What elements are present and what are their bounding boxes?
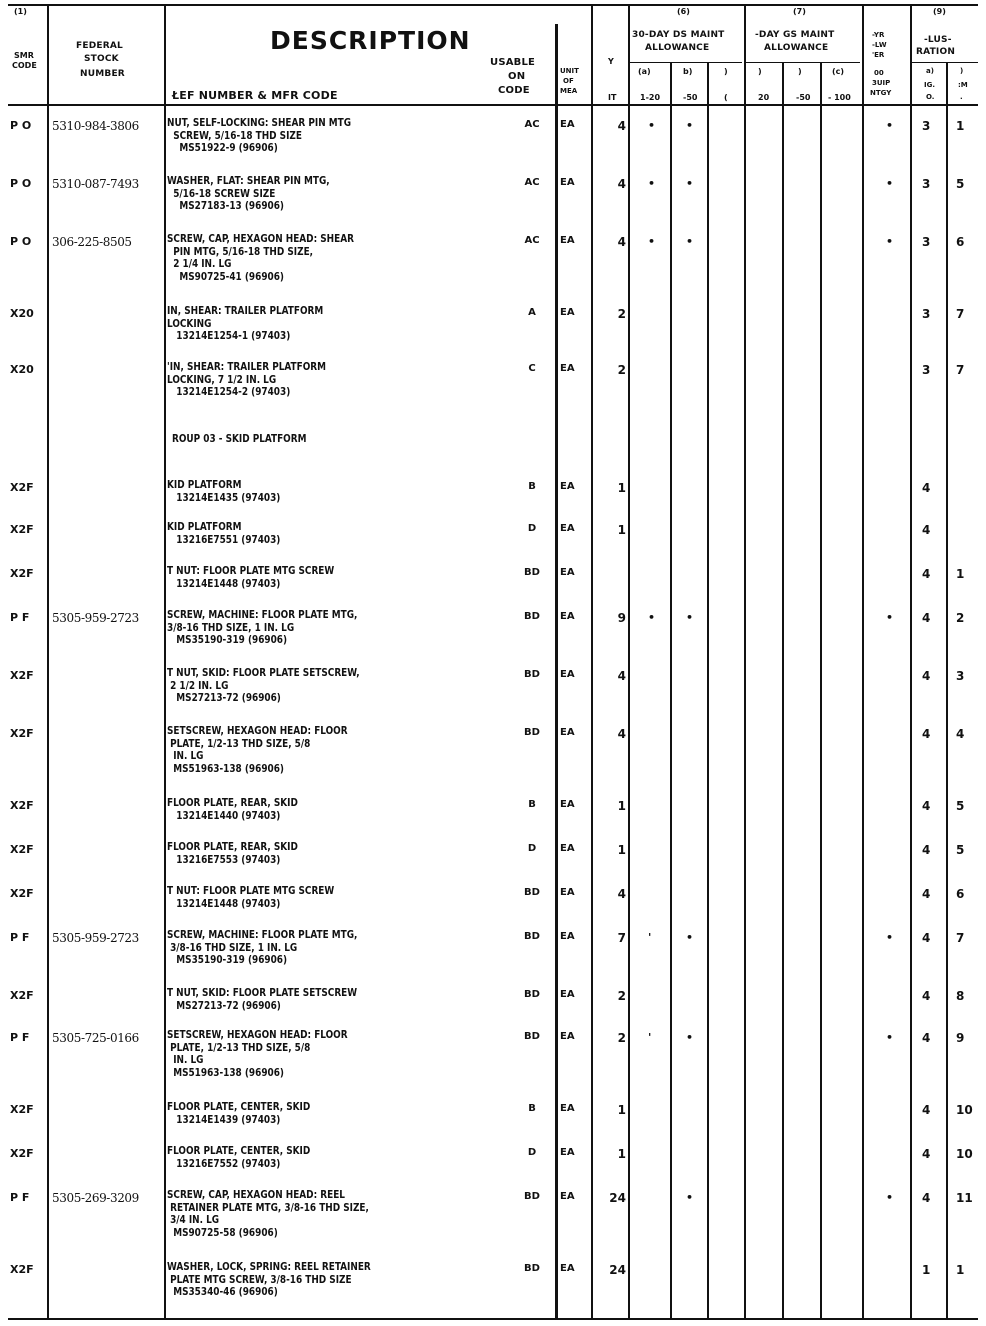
col7-sub-b: ) — [798, 67, 802, 76]
row-unit: EA — [560, 989, 575, 1000]
row-fig: 4 — [922, 523, 931, 537]
row-yr: • — [886, 931, 894, 944]
row-desc: SCREW, MACHINE: FLOOR PLATE MTG, 3/8-16 THD SIZE, 1 IN. LG MS35190-319 (96906) — [167, 928, 358, 966]
row-desc: T NUT, SKID: FLOOR PLATE SETSCREW, 2 1/2 IN. LG MS27213-72 (96906) — [167, 666, 360, 704]
row-yr: • — [886, 1191, 894, 1204]
row-fig: 4 — [922, 799, 931, 813]
col6-sub-b: b) — [683, 67, 693, 76]
col8-label-line2: -LW — [872, 41, 887, 49]
row-fig: 4 — [922, 1147, 931, 1161]
qty-label-bottom: IT — [608, 93, 617, 102]
row-qty: 4 — [617, 669, 626, 683]
row-ds-b: • — [686, 1031, 694, 1044]
unit-label-line1: UNIT — [560, 67, 579, 75]
row-ds-a: • — [648, 235, 656, 248]
row-smr: X2F — [10, 727, 34, 740]
row-usable: BD — [524, 1191, 540, 1202]
row-usable: D — [527, 1147, 537, 1158]
row-unit: EA — [560, 523, 575, 534]
row-smr: X2F — [10, 523, 34, 536]
col1-number: (1) — [14, 7, 27, 16]
row-qty: 2 — [617, 307, 626, 321]
col9-fig-label: IG. — [924, 81, 936, 89]
row-qty: 4 — [617, 119, 626, 133]
row-smr: X20 — [10, 363, 34, 376]
row-smr: X2F — [10, 887, 34, 900]
row-smr: X2F — [10, 989, 34, 1002]
row-smr: X2F — [10, 567, 34, 580]
row-item: 1 — [956, 567, 965, 581]
row-unit: EA — [560, 119, 575, 130]
col7-range-a: 20 — [758, 93, 770, 102]
row-item: 10 — [956, 1147, 973, 1161]
row-usable: BD — [524, 989, 540, 1000]
row-fsn: 5305-959-2723 — [52, 931, 139, 945]
col7-sub-a: ) — [758, 67, 762, 76]
row-fig: 3 — [922, 307, 931, 321]
page-title: DESCRIPTION — [270, 26, 471, 55]
row-qty: 7 — [617, 931, 626, 945]
row-qty: 24 — [609, 1191, 626, 1205]
row-item: 7 — [956, 307, 965, 321]
row-smr: X2F — [10, 1263, 34, 1276]
row-fig: 4 — [922, 611, 931, 625]
row-desc: T NUT, SKID: FLOOR PLATE SETSCREW MS27213-72 (96906) — [167, 986, 358, 1012]
ref-number-label: ŁEF NUMBER & MFR CODE — [172, 89, 338, 102]
row-usable: B — [528, 1103, 536, 1114]
col8-label-line5: 3UIP — [872, 79, 891, 87]
row-qty: 2 — [617, 363, 626, 377]
row-ds-b: • — [686, 119, 694, 132]
row-smr: P F — [10, 611, 30, 624]
row-desc: SCREW, MACHINE: FLOOR PLATE MTG, 3/8-16 THD SIZE, 1 IN. LG MS35190-319 (96906) — [167, 608, 358, 646]
row-item: 2 — [956, 611, 965, 625]
row-item: 5 — [956, 177, 965, 191]
row-ds-b: • — [686, 1191, 694, 1204]
row-ds-b: • — [686, 611, 694, 624]
col-divider-fsn — [164, 4, 166, 1318]
col9-sub-a: a) — [926, 67, 934, 75]
row-unit: EA — [560, 567, 575, 578]
row-item: 7 — [956, 363, 965, 377]
row-ds-b: • — [686, 931, 694, 944]
bottom-rule — [8, 1318, 978, 1320]
row-qty: 1 — [617, 1147, 626, 1161]
row-desc: SCREW, CAP, HEXAGON HEAD: REEL RETAINER PLATE MTG, 3/8-16 THD SIZE, 3/4 IN. LG MS90725-58 (96906) — [167, 1188, 369, 1239]
row-fig: 4 — [922, 843, 931, 857]
col-divider-6 — [744, 4, 746, 1318]
row-usable: BD — [524, 669, 540, 680]
row-ds-a: • — [648, 177, 656, 190]
row-usable: D — [527, 523, 537, 534]
top-rule — [8, 4, 978, 6]
row-unit: EA — [560, 843, 575, 854]
row-item: 4 — [956, 727, 965, 741]
row-ds-a: ' — [648, 931, 652, 944]
col7-sub-c: (c) — [832, 67, 845, 76]
row-unit: EA — [560, 363, 575, 374]
row-fig: 4 — [922, 1191, 931, 1205]
col6-sub-rule — [630, 62, 742, 63]
row-yr: • — [886, 1031, 894, 1044]
row-unit: EA — [560, 931, 575, 942]
row-fig: 1 — [922, 1263, 931, 1277]
row-desc: 'IN, SHEAR: TRAILER PLATFORM LOCKING, 7 1/2 IN. LG 13214E1254-2 (97403) — [167, 360, 326, 398]
col6-label-line2: ALLOWANCE — [645, 43, 710, 53]
row-desc: ROUP 03 - SKID PLATFORM — [172, 432, 307, 445]
row-smr: X2F — [10, 1103, 34, 1116]
row-desc: KID PLATFORM 13216E7551 (97403) — [167, 520, 281, 546]
row-qty: 1 — [617, 523, 626, 537]
row-fsn: 5305-725-0166 — [52, 1031, 139, 1045]
col8-label-line1: -YR — [872, 31, 885, 39]
row-desc: FLOOR PLATE, REAR, SKID 13214E1440 (97403) — [167, 796, 298, 822]
row-usable: BD — [524, 611, 540, 622]
row-fig: 4 — [922, 1103, 931, 1117]
row-usable: BD — [524, 1263, 540, 1274]
col9-sub-b: ) — [960, 67, 964, 75]
col-divider-9a — [946, 62, 948, 1318]
col7-range-b: -50 — [796, 93, 811, 102]
col9-fig-label2: O. — [926, 93, 935, 101]
unit-label-line3: MEA — [560, 87, 578, 95]
col-divider-unit — [591, 4, 593, 1318]
row-item: 5 — [956, 799, 965, 813]
row-desc: IN, SHEAR: TRAILER PLATFORM LOCKING 13214E1254-1 (97403) — [167, 304, 324, 342]
row-fig: 4 — [922, 481, 931, 495]
row-unit: EA — [560, 1031, 575, 1042]
row-qty: 4 — [617, 727, 626, 741]
col9-number: (9) — [933, 7, 946, 16]
row-desc: T NUT: FLOOR PLATE MTG SCREW 13214E1448 (97403) — [167, 884, 335, 910]
usable-label-line2: ON — [508, 71, 526, 82]
row-qty: 4 — [617, 235, 626, 249]
smr-label-line2: CODE — [12, 61, 37, 70]
col9-item-label2: . — [960, 93, 963, 101]
row-unit: EA — [560, 481, 575, 492]
row-qty: 2 — [617, 1031, 626, 1045]
col8-label-line6: NTGY — [870, 89, 892, 97]
row-desc: FLOOR PLATE, CENTER, SKID 13214E1439 (97403) — [167, 1100, 311, 1126]
row-usable: BD — [524, 567, 540, 578]
row-qty: 4 — [617, 887, 626, 901]
row-fig: 3 — [922, 119, 931, 133]
row-usable: AC — [524, 235, 540, 246]
row-usable: BD — [524, 931, 540, 942]
row-unit: EA — [560, 1263, 575, 1274]
row-yr: • — [886, 235, 894, 248]
row-usable: BD — [524, 727, 540, 738]
row-fig: 4 — [922, 989, 931, 1003]
row-unit: EA — [560, 669, 575, 680]
row-item: 11 — [956, 1191, 973, 1205]
row-fig: 4 — [922, 727, 931, 741]
row-unit: EA — [560, 1103, 575, 1114]
col6-range-a: 1-20 — [640, 93, 661, 102]
row-fig: 4 — [922, 567, 931, 581]
row-smr: X2F — [10, 843, 34, 856]
row-unit: EA — [560, 235, 575, 246]
row-usable: BD — [524, 1031, 540, 1042]
row-smr: X2F — [10, 1147, 34, 1160]
row-fsn: 5305-269-3209 — [52, 1191, 139, 1205]
row-smr: X2F — [10, 481, 34, 494]
col8-label-line3: 'ER — [872, 51, 885, 59]
row-yr: • — [886, 177, 894, 190]
col6-sub-a: (a) — [638, 67, 651, 76]
row-desc: SETSCREW, HEXAGON HEAD: FLOOR PLATE, 1/2-13 THD SIZE, 5/8 IN. LG MS51963-138 (96906) — [167, 724, 348, 775]
row-ds-b: • — [686, 235, 694, 248]
col7-label-line2: ALLOWANCE — [764, 43, 829, 53]
row-fsn: 5310-087-7493 — [52, 177, 139, 191]
row-item: 7 — [956, 931, 965, 945]
row-qty: 9 — [617, 611, 626, 625]
col-divider-usable — [555, 24, 558, 1318]
col6-number: (6) — [677, 7, 690, 16]
col8-label-line4: 00 — [874, 69, 884, 77]
row-item: 9 — [956, 1031, 965, 1045]
col6-label-line1: 30-DAY DS MAINT — [632, 30, 725, 40]
row-desc: WASHER, FLAT: SHEAR PIN MTG, 5/16-18 SCREW SIZE MS27183-13 (96906) — [167, 174, 330, 212]
row-fsn: 5305-959-2723 — [52, 611, 139, 625]
col6-range-b: -50 — [683, 93, 698, 102]
row-qty: 1 — [617, 481, 626, 495]
fsn-label-line3: NUMBER — [80, 69, 125, 79]
row-unit: EA — [560, 177, 575, 188]
row-qty: 24 — [609, 1263, 626, 1277]
row-desc: SETSCREW, HEXAGON HEAD: FLOOR PLATE, 1/2-13 THD SIZE, 5/8 IN. LG MS51963-138 (96906) — [167, 1028, 348, 1079]
row-usable: AC — [524, 177, 540, 188]
fsn-label-line2: STOCK — [84, 54, 119, 64]
row-fsn: 306-225-8505 — [52, 235, 132, 249]
row-fig: 4 — [922, 887, 931, 901]
row-smr: P F — [10, 1031, 30, 1044]
row-usable: B — [528, 481, 536, 492]
unit-label-line2: OF — [563, 77, 574, 85]
col-divider-smr — [47, 4, 49, 1318]
row-fsn: 5310-984-3806 — [52, 119, 139, 133]
row-item: 6 — [956, 887, 965, 901]
row-desc: T NUT: FLOOR PLATE MTG SCREW 13214E1448 (97403) — [167, 564, 335, 590]
col6-sub-c: ) — [724, 67, 728, 76]
col-divider-8 — [910, 4, 912, 1318]
row-usable: BD — [524, 887, 540, 898]
col9-item-label: :M — [958, 81, 968, 89]
row-ds-a: ' — [648, 1031, 652, 1044]
col7-label-line1: -DAY GS MAINT — [755, 30, 835, 40]
row-item: 6 — [956, 235, 965, 249]
usable-label-line1: USABLE — [490, 57, 536, 68]
row-desc: FLOOR PLATE, CENTER, SKID 13216E7552 (97403) — [167, 1144, 311, 1170]
col9-label-line1: -LUS- — [924, 35, 952, 45]
row-qty: 4 — [617, 177, 626, 191]
row-smr: P F — [10, 931, 30, 944]
row-fig: 3 — [922, 177, 931, 191]
col7-range-c: - 100 — [828, 93, 851, 102]
qty-label-top: Y — [608, 57, 614, 66]
row-fig: 4 — [922, 669, 931, 683]
row-fig: 4 — [922, 931, 931, 945]
row-usable: C — [528, 363, 536, 374]
fsn-label-line1: FEDERAL — [76, 41, 123, 51]
row-desc: FLOOR PLATE, REAR, SKID 13216E7553 (97403) — [167, 840, 298, 866]
row-item: 3 — [956, 669, 965, 683]
row-desc: WASHER, LOCK, SPRING: REEL RETAINER PLATE MTG SCREW, 3/8-16 THD SIZE MS35340-46 (96906) — [167, 1260, 371, 1298]
row-yr: • — [886, 611, 894, 624]
row-ds-a: • — [648, 611, 656, 624]
row-ds-a: • — [648, 119, 656, 132]
row-smr: P F — [10, 1191, 30, 1204]
row-yr: • — [886, 119, 894, 132]
row-item: 1 — [956, 119, 965, 133]
row-item: 1 — [956, 1263, 965, 1277]
row-smr: P O — [10, 119, 32, 132]
usable-label-line3: CODE — [498, 85, 530, 96]
row-qty: 1 — [617, 843, 626, 857]
row-smr: X20 — [10, 307, 34, 320]
row-unit: EA — [560, 799, 575, 810]
row-unit: EA — [560, 611, 575, 622]
row-usable: B — [528, 799, 536, 810]
row-usable: AC — [524, 119, 540, 130]
col7-number: (7) — [793, 7, 806, 16]
row-ds-b: • — [686, 177, 694, 190]
row-fig: 3 — [922, 363, 931, 377]
row-unit: EA — [560, 1147, 575, 1158]
col-divider-7a — [782, 62, 784, 1318]
header-bottom-rule — [8, 104, 978, 106]
col-divider-6b — [707, 62, 709, 1318]
row-smr: X2F — [10, 669, 34, 682]
row-desc: NUT, SELF-LOCKING: SHEAR PIN MTG SCREW, 5/16-18 THD SIZE MS51922-9 (96906) — [167, 116, 352, 154]
row-item: 5 — [956, 843, 965, 857]
row-unit: EA — [560, 887, 575, 898]
row-smr: X2F — [10, 799, 34, 812]
row-unit: EA — [560, 307, 575, 318]
row-usable: D — [527, 843, 537, 854]
row-unit: EA — [560, 1191, 575, 1202]
smr-label-line1: SMR — [14, 51, 34, 60]
row-fig: 4 — [922, 1031, 931, 1045]
row-desc: SCREW, CAP, HEXAGON HEAD: SHEAR PIN MTG, 5/16-18 THD SIZE, 2 1/4 IN. LG MS90725-41 (96906) — [167, 232, 354, 283]
row-qty: 1 — [617, 1103, 626, 1117]
col-divider-qty — [628, 4, 630, 1318]
row-smr: P O — [10, 177, 32, 190]
col-divider-6a — [670, 62, 672, 1318]
row-item: 10 — [956, 1103, 973, 1117]
col-divider-7b — [820, 62, 822, 1318]
col9-label-line2: RATION — [916, 47, 956, 57]
row-item: 8 — [956, 989, 965, 1003]
col7-sub-rule — [746, 62, 860, 63]
col-divider-7 — [862, 4, 864, 1318]
row-fig: 3 — [922, 235, 931, 249]
row-unit: EA — [560, 727, 575, 738]
row-usable: A — [528, 307, 536, 318]
col9-sub-rule — [912, 62, 978, 63]
row-qty: 1 — [617, 799, 626, 813]
col6-range-c: ( — [724, 93, 728, 102]
row-smr: P O — [10, 235, 32, 248]
row-qty: 2 — [617, 989, 626, 1003]
row-desc: KID PLATFORM 13214E1435 (97403) — [167, 478, 281, 504]
